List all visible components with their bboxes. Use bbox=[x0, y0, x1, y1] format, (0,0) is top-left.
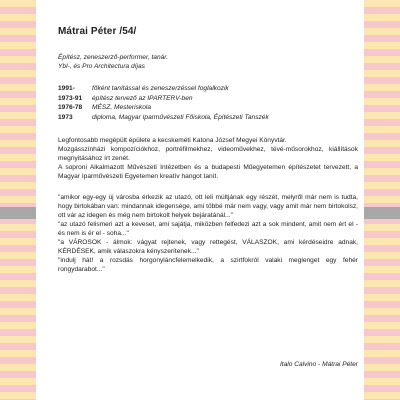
intro-paragraph: Legfontosabb megépült épülete a kecskeméti Katona József Megyei Könyvtár. bbox=[58, 137, 287, 144]
fact-row bbox=[58, 103, 358, 113]
page-content bbox=[58, 26, 358, 274]
page-title: Mátrai Péter /54/ bbox=[58, 26, 137, 37]
fact-year: 1991- bbox=[58, 85, 75, 92]
fact-year: 1976-78 bbox=[58, 104, 83, 111]
quote-paragraph: "az utazó felismeri azt a keveset, ami sajátja, miközben felfedezi azt a sok mindent, amit nem ért el - és nem is ér el - soha..." bbox=[58, 221, 358, 237]
fact-text: főként tanítással és zeneszerzéssel foglalkozik bbox=[92, 85, 229, 92]
intro-paragraph: Mozgásszínházi kompozíciókhoz, portréfilmekhez, videoművekhez, tévé-műsorokhoz, kiállítások megnyitásához írt zenét. bbox=[58, 146, 358, 162]
fact-text: diploma, Magyar Iparművészeti Főiskola, Építészeti Tanszék bbox=[92, 113, 269, 121]
quote-block bbox=[58, 193, 358, 274]
right-gray-band bbox=[364, 207, 400, 219]
signature: Italo Calvino - Mátrai Péter bbox=[279, 361, 358, 368]
fact-text: építész tervező az IPARTERV-ben bbox=[92, 94, 193, 102]
fact-text: MÉSZ, Mesteriskola bbox=[92, 104, 151, 111]
quote-paragraph: "indulj hát! a rozsdás horgonyláncfelemelkedik, a szirtfokról valaki meglenget egy fehér rongydarabot..." bbox=[58, 257, 358, 273]
fact-row bbox=[58, 84, 358, 94]
quote-paragraph: "a VÁROSOK - álmok: vágyat rejtenek, vagy rettegést, VÁLASZOK, ami kérdéseidre adnak, KÉRDÉSEK, amik válaszokra kényszerítenek..." bbox=[58, 239, 358, 255]
fact-row bbox=[58, 113, 358, 123]
fact-year: 1973-91 bbox=[58, 94, 83, 102]
intro-text bbox=[58, 136, 358, 181]
intro-paragraph: A soproni Alkalmazott Művészeti Intézetben és a budapesti Műegyetemen építészetet tervezett, a Magyar Iparművészeti Egyetemen kreatív hangot tanít. bbox=[58, 164, 358, 180]
subtitle-line: Építész, zeneszerző-performer, tanár. bbox=[58, 54, 169, 61]
left-gray-band bbox=[0, 207, 36, 219]
career-facts bbox=[58, 84, 358, 122]
fact-row bbox=[58, 94, 358, 104]
left-decorative-stripes bbox=[0, 0, 36, 400]
subtitle-line: Ybl-, és Pro Architectura díjas bbox=[58, 63, 145, 70]
fact-year: 1973 bbox=[58, 113, 73, 121]
quote-paragraph: "amikor egy-egy új városba érkezik az utazó, ott leli múltjának egy részét, melyről már nem is tudta, hogy birtokában van: mindannak idegensége, ami többé már nem vagy, vagy amit már nem birtokolsz, ott vár az idegen és még nem birtokolt helyek bejáratánál..." bbox=[58, 194, 358, 219]
right-decorative-stripes bbox=[364, 0, 400, 400]
